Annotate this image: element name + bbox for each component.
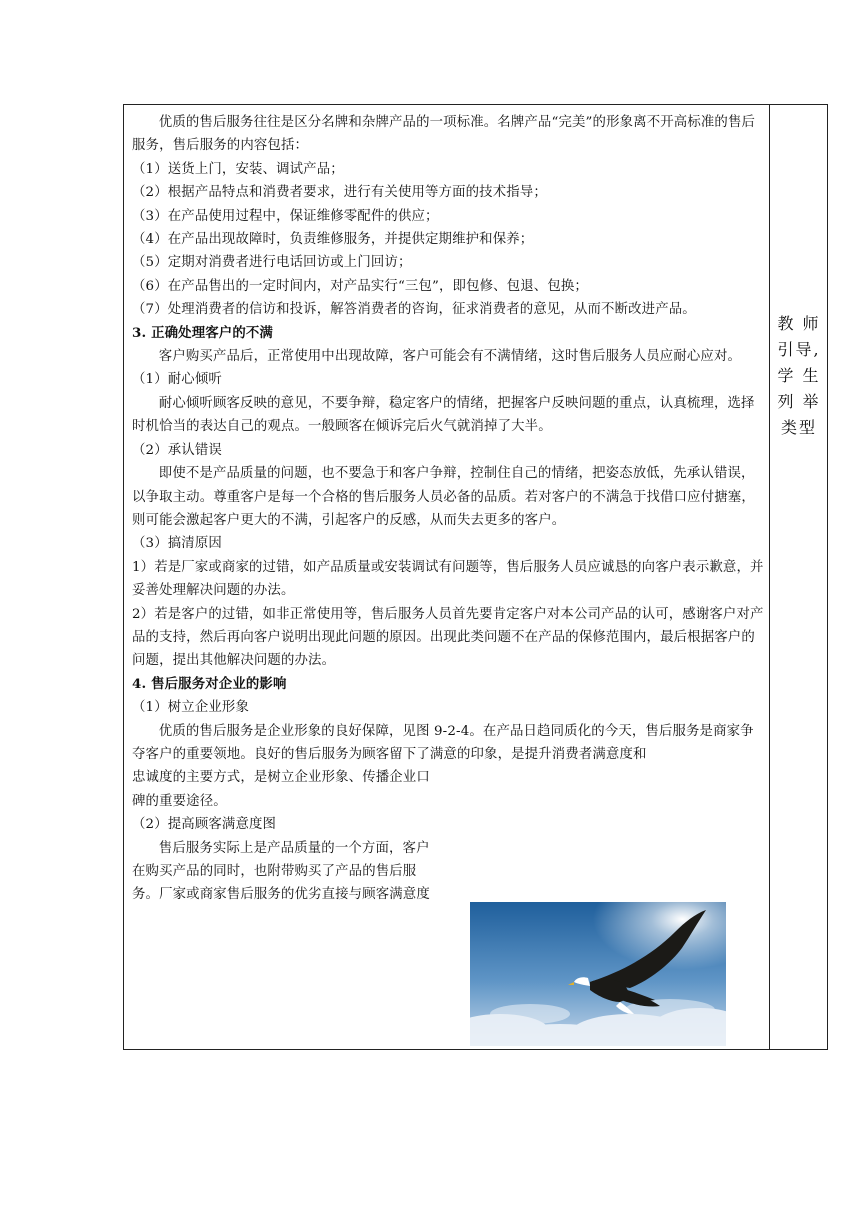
subheading: （1）耐心倾听 [132,372,222,388]
list-item: （4）在产品出现故障时，负责维修服务，并提供定期维护和保养； [132,232,534,248]
subheading: （2）提高顾客满意度图 [132,817,277,833]
list-item: （3）在产品使用过程中，保证维修零配件的供应； [132,208,439,224]
text-line: 在购买产品的同时，也附带购买了产品的售后服 [132,864,417,879]
paragraph: 客户购买产品后，正常使用中出现故障，客户可能会有不满情绪，这时售后服务人员应耐心应对。 [158,349,742,365]
column-divider [769,105,770,1049]
subheading: （3）搞清原因 [132,536,222,552]
side-cell-note [771,311,827,441]
side-note-line: 列 举 [777,392,821,411]
side-note-line: 教 师 [777,314,821,333]
list-item: （2）根据产品特点和消费者要求，进行有关使用等方面的技术指导； [132,185,547,201]
side-note-line: 类型 [780,418,817,437]
paragraph: 1）若是厂家或商家的过错，如产品质量或安装调试有问题等，售后服务人员应诚恳的向客户表示歉意，并妥善处理解决问题的办法。 [132,559,764,599]
text-line: 碑的重要途径。 [132,793,227,809]
list-item: （1）送货上门，安装、调试产品； [132,161,344,177]
text-line: 忠诚度的主要方式，是树立企业形象、传播企业口 [132,770,430,786]
side-note-line: 学 生 [777,366,821,385]
subheading: （2）承认错误 [132,442,222,458]
paragraph: 优质的售后服务是企业形象的良好保障，见图 9-2-4。在产品日趋同质化的今天，售后服务是商家争夺客户的重要领地。良好的售后服务为顾客留下了满意的印象，是提升消费者满意度和 [132,723,754,762]
paragraph-intro: 优质的售后服务往往是区分名牌和杂牌产品的一项标准。名牌产品“完美”的形象离不开高标准的售后服务，售后服务的内容包括： [132,115,756,154]
section-heading-4: 4. 售后服务对企业的影响 [132,675,287,692]
paragraph: 即使不是产品质量的问题，也不要急于和客户争辩，控制住自己的情绪，把姿态放低，先承认错误，以争取主动。尊重客户是每一个合格的售后服务人员必备的品质。若对客户的不满急于找借口应付搪塞，则可能会激起客户更大的不满，引起客户的反感，从而失去更多的客户。 [132,466,755,528]
text-line: 售后服务实际上是产品质量的一个方面，客户 [158,840,430,856]
list-item: （7）处理消费者的信访和投诉，解答消费者的咨询，征求消费者的意见，从而不断改进产品。 [132,302,696,318]
list-item: （6）在产品售出的一定时间内，对产品实行“三包”，即包修、包退、包换； [132,278,588,294]
paragraph: 2）若是客户的过错，如非正常使用等，售后服务人员首先要肯定客户对本公司产品的认可，感谢客户对产品的支持，然后再向客户说明出现此问题的原因。出现此类问题不在产品的保修范围内，最后根据客户的问题，提出其他解决问题的办法。 [132,606,764,669]
paragraph: 耐心倾听顾客反映的意见，不要争辩，稳定客户的情绪，把握客户反映问题的重点，认真梳理，选择时机恰当的表达自己的观点。一般顾客在倾诉完后火气就消掉了大半。 [132,395,755,435]
main-cell [132,111,767,907]
eagle-sky-image [470,902,726,1046]
subheading: （1）树立企业形象 [132,700,249,716]
text-line: 务。厂家或商家售后服务的优劣直接与顾客满意度 [132,887,430,903]
list-item: （5）定期对消费者进行电话回访或上门回访； [132,255,412,271]
side-note-line: 引导, [777,340,821,359]
section-heading-3: 3. 正确处理客户的不满 [132,324,273,341]
content-table [123,104,828,1050]
